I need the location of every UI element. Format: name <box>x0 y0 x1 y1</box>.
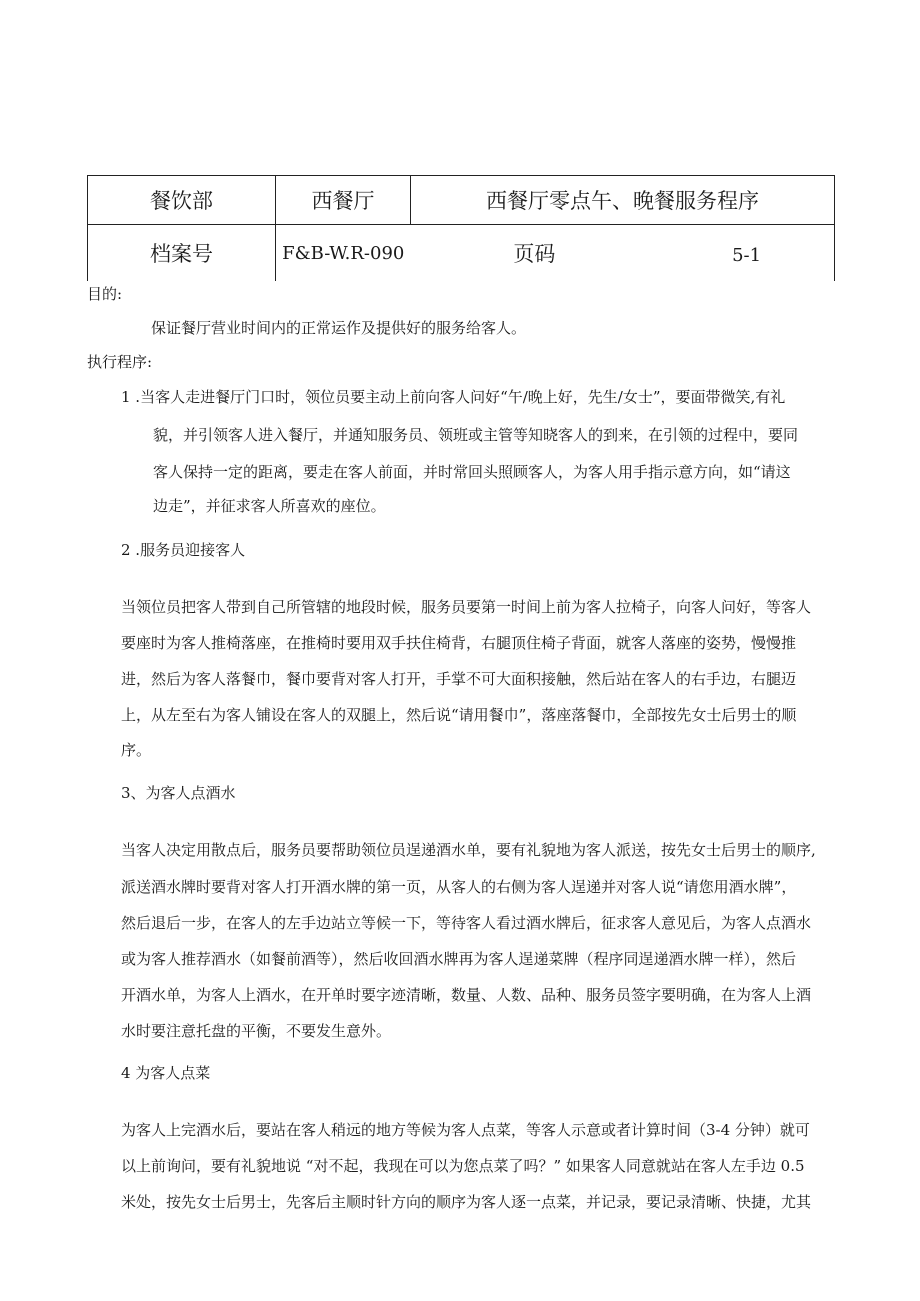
title-cell: 西餐厅零点午、晚餐服务程序 <box>411 176 835 225</box>
step3-line: 水时要注意托盘的平衡，不要发生意外。 <box>121 1022 392 1040</box>
step3-heading: 3、为客人点酒水 <box>121 784 236 802</box>
step3-line: 或为客人推荐酒水（如餐前酒等），然后收回酒水牌再为客人逞递菜牌（程序同逞递酒水牌一样），然后 <box>121 950 797 968</box>
step1-line: 1 .当客人走进餐厅门口时，领位员要主动上前向客人问好“午/晚上好，先生/女士”，要面带微笑,有礼 <box>121 388 786 406</box>
outlet-cell: 西餐厅 <box>276 176 411 225</box>
step4-line: 以上前询问，要有礼貌地说 “对不起，我现在可以为您点菜了吗？” 如果客人同意就站在客人左手边 0.5 <box>121 1157 805 1175</box>
step4-line: 为客人上完酒水后，要站在客人稍远的地方等候为客人点菜，等客人示意或者计算时间（3-4 分钟）就可 <box>121 1121 810 1139</box>
step2-line: 上，从左至右为客人铺设在客人的双腿上，然后说“请用餐巾”，落座落餐巾，全部按先女士后男士的顺 <box>121 706 797 724</box>
step2-heading: 2 .服务员迎接客人 <box>121 541 246 559</box>
step3-line: 当客人决定用散点后，服务员要帮助领位员逞递酒水单，要有礼貌地为客人派送，按先女士后男士的顺序, <box>121 841 816 859</box>
procedure-label: 执行程序: <box>87 353 153 371</box>
file-label-cell: 档案号 <box>88 225 276 282</box>
step1-line: 客人保持一定的距离，要走在客人前面，并时常回头照顾客人，为客人用手指示意方向，如“请这 <box>153 463 791 481</box>
purpose-text: 保证餐厅营业时间内的正常运作及提供好的服务给客人。 <box>151 319 527 337</box>
step3-line: 然后退后一步，在客人的左手边站立等候一下，等待客人看过酒水牌后，征求客人意见后，为客人点酒水 <box>121 914 812 932</box>
page-label: 页码 <box>513 242 556 266</box>
step3-line: 派送酒水牌时要背对客人打开酒水牌的第一页，从客人的右侧为客人逞递并对客人说“请您用酒水牌”， <box>121 878 797 896</box>
dept-cell: 餐饮部 <box>88 176 276 225</box>
page-cell <box>411 225 835 282</box>
step2-line: 序。 <box>121 741 152 759</box>
purpose-label: 目的: <box>87 285 123 303</box>
step3-line: 开酒水单，为客人上酒水，在开单时要字迹清晰，数量、人数、品种、服务员签字要明确，在为客人上酒 <box>121 986 812 1004</box>
header-row-1 <box>88 176 835 225</box>
file-no-cell: F&B-W.R-090 <box>276 225 411 282</box>
step1-line: 边走”，并征求客人所喜欢的座位。 <box>153 497 386 515</box>
step1-line: 貌，并引领客人进入餐厅，并通知服务员、领班或主管等知晓客人的到来，在引领的过程中，要同 <box>153 426 799 444</box>
step4-heading: 4 为客人点菜 <box>121 1064 211 1082</box>
header-row-2 <box>88 225 835 282</box>
step2-line: 当领位员把客人带到自己所管辖的地段时候，服务员要第一时间上前为客人拉椅子，向客人问好，等客人 <box>121 598 812 616</box>
step2-line: 要座时为客人推椅落座，在推椅时要用双手扶住椅背，右腿顶住椅子背面，就客人落座的姿势，慢慢推 <box>121 634 797 652</box>
page-number: 5-1 <box>732 245 762 266</box>
step4-line: 米处，按先女士后男士，先客后主顺时针方向的顺序为客人逐一点菜，并记录，要记录清晰、快捷，尤其 <box>121 1193 812 1211</box>
document-header-table <box>87 175 835 281</box>
step2-line: 进，然后为客人落餐巾，餐巾要背对客人打开，手掌不可大面积接触，然后站在客人的右手边，右腿迈 <box>121 670 797 688</box>
